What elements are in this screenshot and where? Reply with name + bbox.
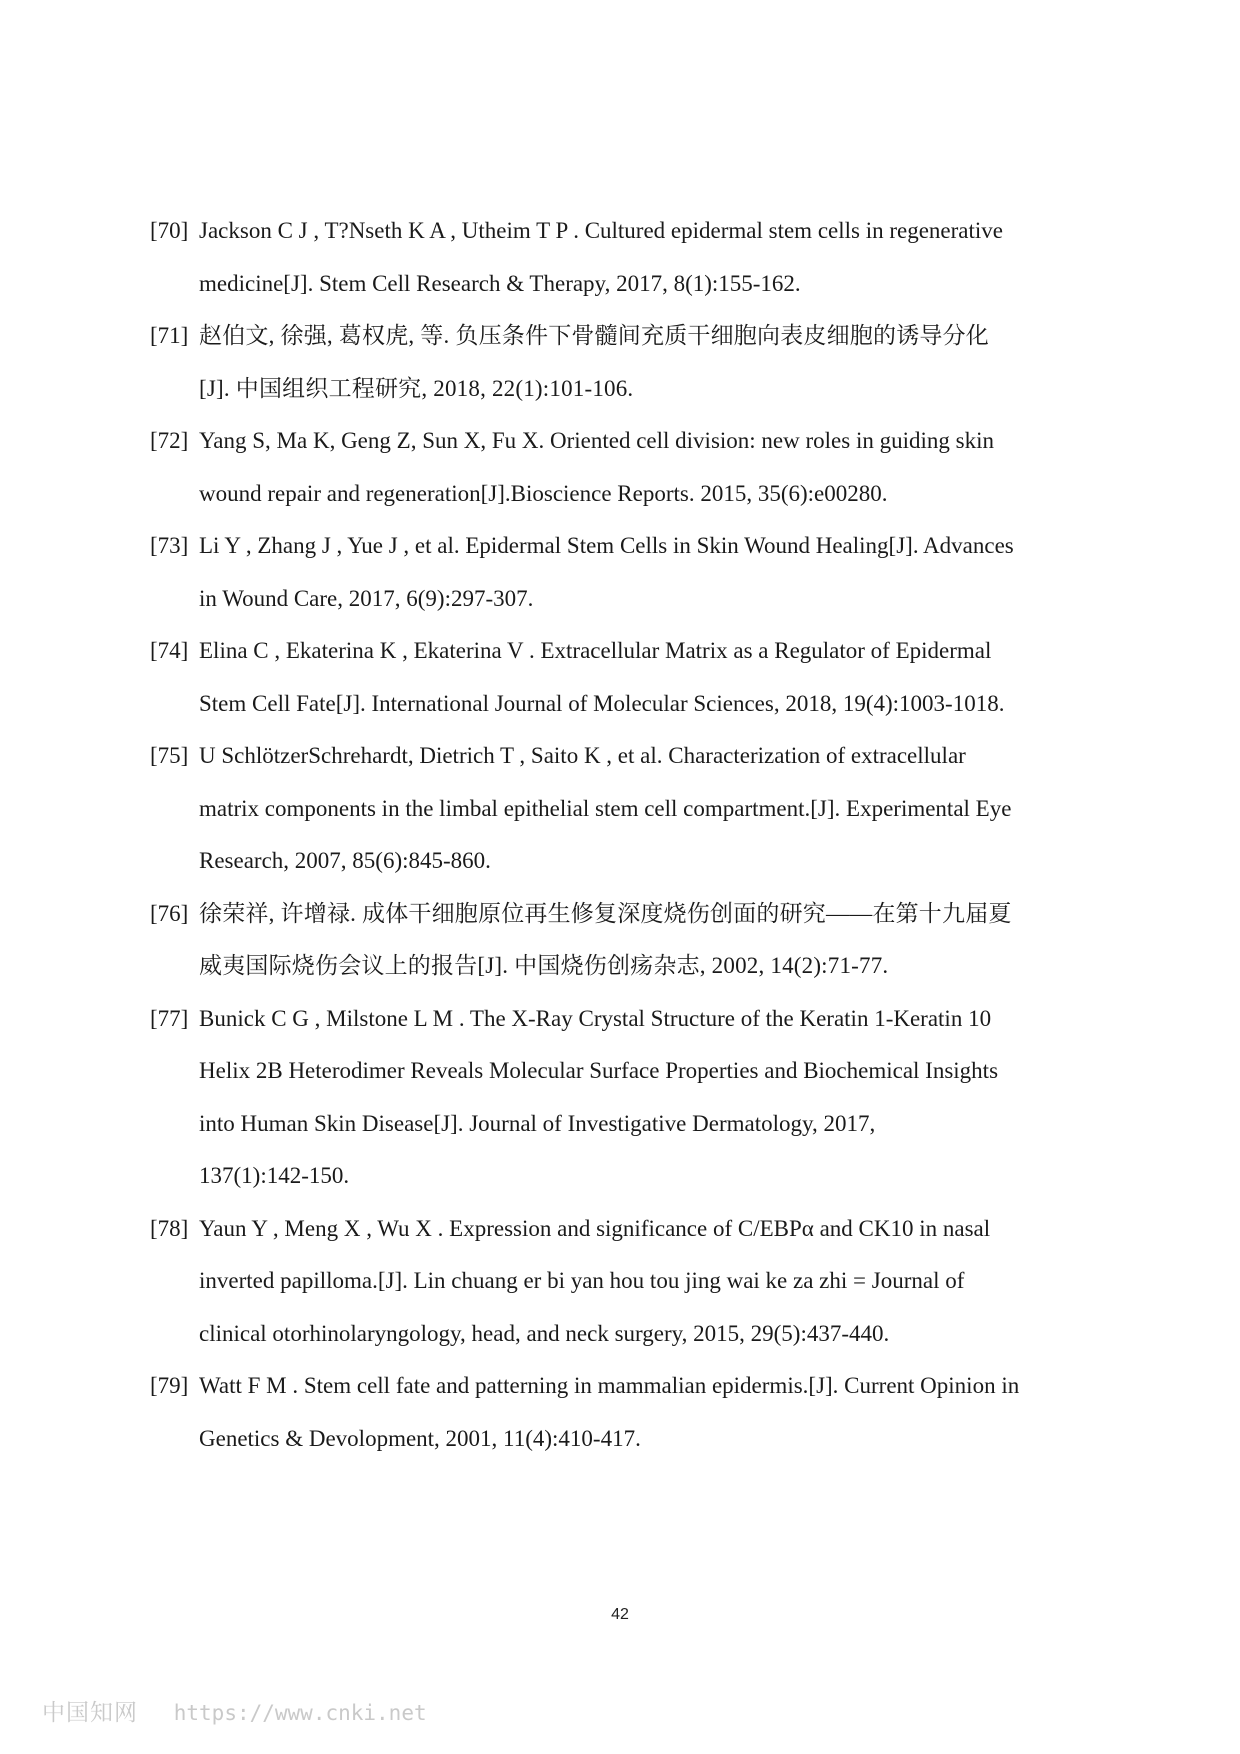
reference-number: [79] (150, 1373, 189, 1398)
reference-line: wound repair and regeneration[J].Bioscience Reports. 2015, 35(6):e00280. (199, 480, 888, 506)
reference-line: Yang S, Ma K, Geng Z, Sun X, Fu X. Oriented cell division: new roles in guiding skin (199, 428, 994, 453)
cnki-watermark (42, 1694, 427, 1727)
reference-text (199, 415, 1100, 520)
reference-line: 徐荣祥, 许增禄. 成体干细胞原位再生修复深度烧伤创面的研究——在第十九届夏 (199, 900, 1012, 926)
reference-number: [75] (150, 743, 189, 768)
reference-line: Li Y , Zhang J , Yue J , et al. Epidermal Stem Cells in Skin Wound Healing[J]. Advances (199, 533, 1014, 558)
reference-item (150, 520, 1100, 625)
reference-line: 威夷国际烧伤会议上的报告[J]. 中国烧伤创疡杂志, 2002, 14(2):71-77. (199, 953, 889, 978)
reference-item (150, 625, 1100, 730)
reference-line: Yaun Y , Meng X , Wu X . Expression and significance of C/EBPα and CK10 in nasal (199, 1215, 991, 1241)
page-number: 42 (611, 1606, 629, 1623)
reference-number: [76] (150, 900, 189, 926)
reference-text (199, 888, 1100, 993)
watermark-brand: 中国知网 (42, 1700, 138, 1726)
reference-line: Jackson C J , T?Nseth K A , Utheim T P . Cultured epidermal stem cells in regenerative (199, 218, 1004, 243)
reference-item (150, 205, 1100, 310)
reference-item (150, 415, 1100, 520)
reference-text (199, 520, 1100, 625)
reference-number: [74] (150, 638, 189, 663)
reference-line: 赵伯文, 徐强, 葛权虎, 等. 负压条件下骨髓间充质干细胞向表皮细胞的诱导分化 (199, 323, 989, 348)
reference-line: medicine[J]. Stem Cell Research & Therapy, 2017, 8(1):155-162. (199, 270, 801, 296)
reference-text (199, 625, 1100, 730)
reference-item (150, 1360, 1100, 1465)
reference-item (150, 888, 1100, 993)
reference-line: into Human Skin Disease[J]. Journal of Investigative Dermatology, 2017, (199, 1110, 876, 1136)
reference-number: [72] (150, 428, 189, 453)
reference-text (199, 1360, 1100, 1465)
reference-line: in Wound Care, 2017, 6(9):297-307. (199, 585, 534, 611)
reference-line: Stem Cell Fate[J]. International Journal of Molecular Sciences, 2018, 19(4):1003-1018. (199, 690, 1005, 716)
reference-item (150, 1203, 1100, 1361)
reference-text (199, 993, 1100, 1203)
reference-line: Genetics & Devolopment, 2001, 11(4):410-417. (199, 1425, 641, 1451)
reference-item (150, 730, 1100, 888)
reference-text (199, 310, 1100, 415)
reference-line: Elina C , Ekaterina K , Ekaterina V . Extracellular Matrix as a Regulator of Epidermal (199, 638, 992, 663)
reference-item (150, 310, 1100, 415)
reference-line: clinical otorhinolaryngology, head, and neck surgery, 2015, 29(5):437-440. (199, 1320, 890, 1346)
watermark-url: https://www.cnki.net (173, 1701, 427, 1725)
reference-list (150, 205, 1100, 1465)
reference-text (199, 1203, 1100, 1361)
reference-line: [J]. 中国组织工程研究, 2018, 22(1):101-106. (199, 375, 634, 401)
reference-text (199, 730, 1100, 888)
reference-line: Research, 2007, 85(6):845-860. (199, 848, 491, 873)
reference-text (199, 205, 1100, 310)
reference-number: [71] (150, 323, 189, 348)
reference-number: [70] (150, 218, 189, 243)
reference-line: inverted papilloma.[J]. Lin chuang er bi yan hou tou jing wai ke za zhi = Journal of (199, 1268, 965, 1293)
reference-item (150, 993, 1100, 1203)
reference-line: 137(1):142-150. (199, 1163, 350, 1188)
reference-line: matrix components in the limbal epithelial stem cell compartment.[J]. Experimental Eye (199, 795, 1012, 821)
reference-line: Bunick C G , Milstone L M . The X-Ray Crystal Structure of the Keratin 1-Keratin 10 (199, 1005, 992, 1031)
reference-line: U SchlötzerSchrehardt, Dietrich T , Saito K , et al. Characterization of extracellular (199, 743, 966, 768)
reference-number: [77] (150, 1005, 189, 1031)
reference-number: [73] (150, 533, 189, 558)
reference-line: Helix 2B Heterodimer Reveals Molecular Surface Properties and Biochemical Insights (199, 1058, 999, 1083)
reference-number: [78] (150, 1215, 189, 1241)
reference-line: Watt F M . Stem cell fate and patterning in mammalian epidermis.[J]. Current Opinion in (199, 1373, 1020, 1398)
